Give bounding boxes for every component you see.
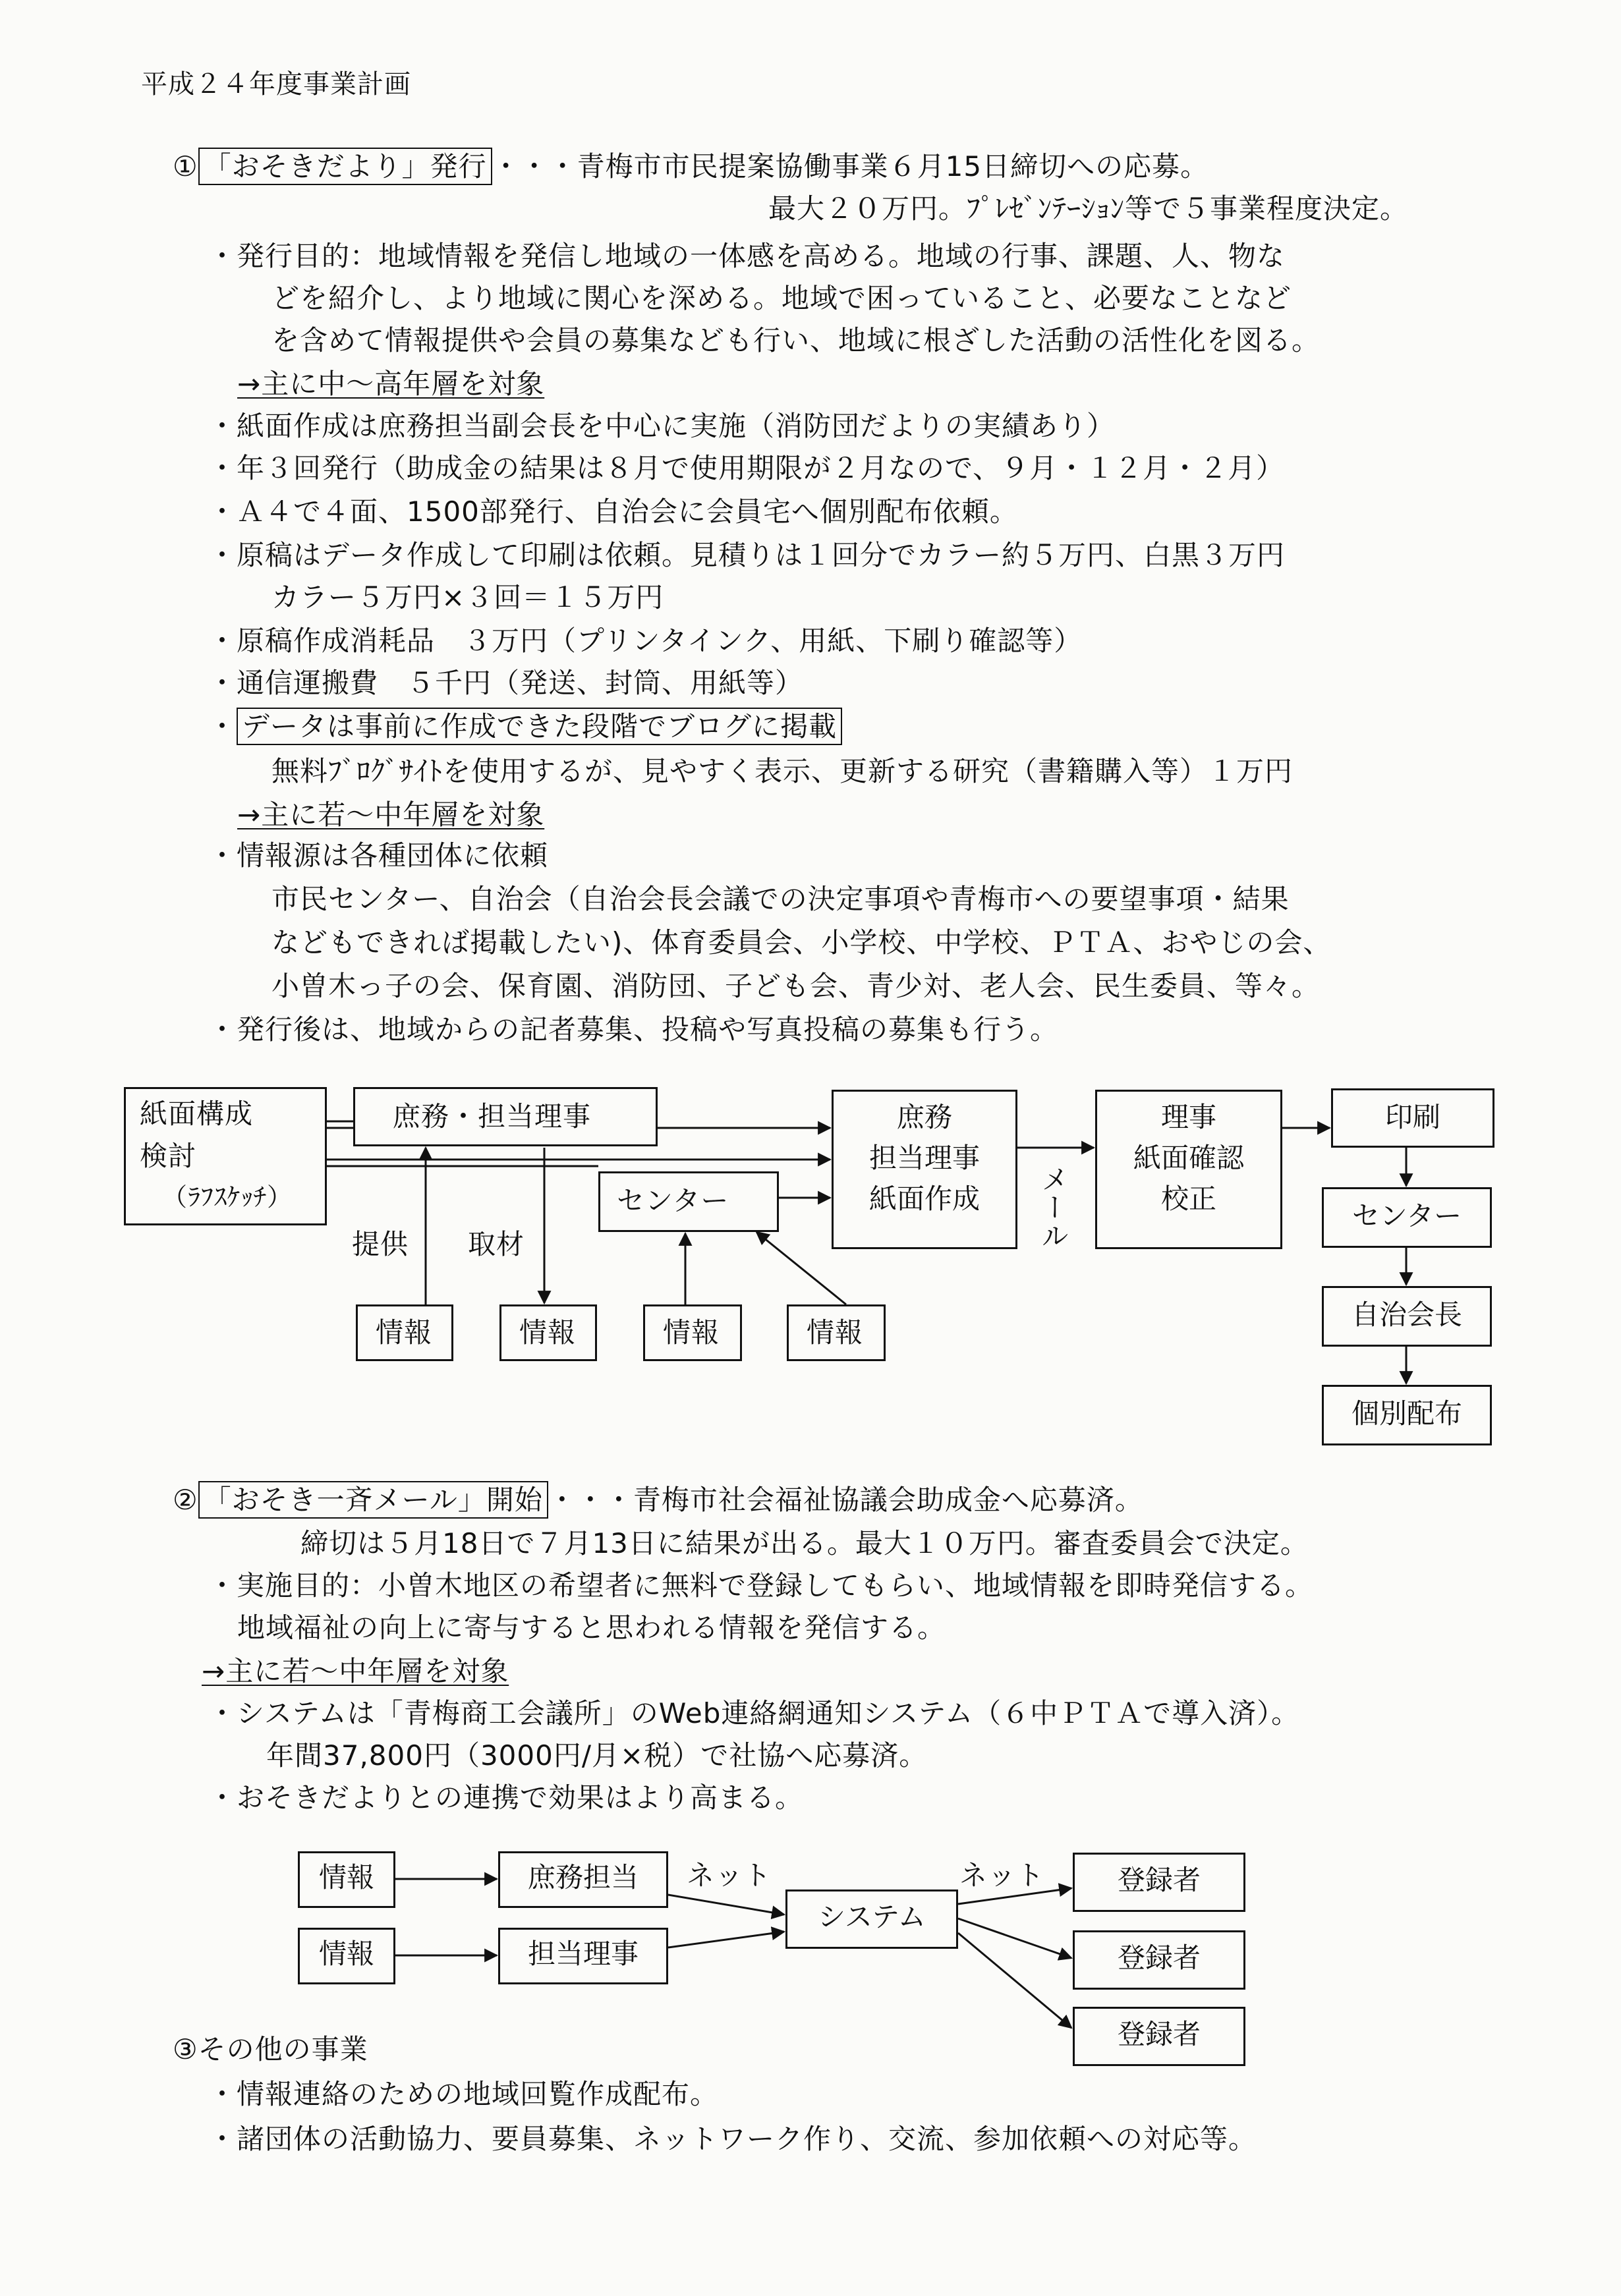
- flow1-mail-label: メール: [1037, 1165, 1070, 1250]
- flow2-shomu-label: 庶務担当: [527, 1861, 639, 1893]
- s2-purpose-line2: 地域福祉の向上に寄与すると思われる情報を発信する。: [237, 1611, 946, 1644]
- flow1-print-label: 印刷: [1384, 1101, 1440, 1133]
- s3-bullet-1: ・情報連絡のための地域回覧作成配布。: [208, 2078, 719, 2110]
- s2-bullet-1: ・システムは「青梅商工会議所」のWeb連絡網通知システム（６中ＰＴＡで導入済）。: [208, 1697, 1300, 1729]
- flow1-center-label: センター: [617, 1185, 729, 1217]
- flow2-user-label-3: 登録者: [1117, 2018, 1201, 2050]
- s1-bullet-1: ・紙面作成は庶務担当副会長を中心に実施（消防団だよりの実績あり）: [208, 410, 1116, 442]
- flow1-check-l2: 紙面確認: [1133, 1142, 1244, 1174]
- s1-bullet-3: ・Ａ４で４面、1500部発行、自治会に会員宅へ個別配布依頼。: [208, 495, 1018, 528]
- s1-bullet-7-boxed: データは事前に作成できた段階でブログに掲載: [237, 708, 842, 745]
- page-title: 平成２４年度事業計画: [141, 69, 411, 99]
- s1-bullet-4b: カラー５万円×３回＝１５万円: [271, 581, 664, 613]
- s1-target-2: →主に若～中年層を対象: [237, 798, 545, 831]
- section2-line2: 締切は５月18日で７月13日に結果が出る。最大１０万円。審査委員会で決定。: [300, 1527, 1309, 1559]
- flow1-provide-label: 提供: [352, 1228, 409, 1260]
- s3-bullet-2: ・諸団体の活動協力、要員募集、ネットワーク作り、交流、参加依頼への対応等。: [208, 2123, 1257, 2155]
- section1-number: ①: [173, 150, 198, 182]
- flow1-create-l1: 庶務: [896, 1101, 952, 1133]
- section3-heading: ③その他の事業: [173, 2033, 368, 2065]
- flow1-create-l2: 担当理事: [868, 1142, 980, 1174]
- flow1-plan-l1: 紙面構成: [140, 1098, 254, 1130]
- section2-number: ②: [173, 1484, 198, 1516]
- flow1-plan-l3: （ﾗﾌｽｹｯﾁ）: [162, 1183, 293, 1212]
- flow1-center2-label: センター: [1351, 1200, 1462, 1232]
- flow1-check-l1: 理事: [1160, 1101, 1216, 1133]
- s2-purpose-line1: ・実施目的：小曽木地区の希望者に無料で登録してもらい、地域情報を即時発信する。: [208, 1569, 1314, 1602]
- s1-bullet-5: ・原稿作成消耗品 ３万円（プリンタインク、用紙、下刷り確認等）: [208, 625, 1083, 657]
- s1-bullet-8a: 市民センター、自治会（自治会長会議での決定事項や青梅市への要望事項・結果: [271, 883, 1290, 915]
- flow1-collect-label: 取材: [468, 1228, 525, 1260]
- section1-heading-rest: ・・・青梅市市民提案協働事業６月15日締切への応募。: [492, 150, 1209, 182]
- flow2-user-label-2: 登録者: [1117, 1942, 1201, 1974]
- s1-purpose-line2: どを紹介し、より地域に関心を深める。地域で困っていること、必要なことなど: [271, 282, 1292, 314]
- flow2-system-label: システム: [818, 1901, 926, 1933]
- flow1-info-label-4: 情報: [807, 1316, 864, 1349]
- s1-bullet-7b: 無料ﾌﾞﾛｸﾞｻｲﾄを使用するが、見やすく表示、更新する研究（書籍購入等）１万円: [271, 755, 1294, 787]
- flow1-deliver-label: 個別配布: [1351, 1397, 1462, 1430]
- s1-bullet-8c: 小曽木っ子の会、保育園、消防団、子ども会、青少対、老人会、民生委員、等々。: [271, 970, 1321, 1002]
- section2-heading-rest: ・・・青梅市社会福祉協議会助成金へ応募済。: [548, 1484, 1143, 1516]
- section2-title-boxed: 「おそき一斉メール」開始: [198, 1481, 548, 1519]
- s1-bullet-4: ・原稿はデータ作成して印刷は依頼。見積りは１回分でカラー約５万円、白黒３万円: [208, 539, 1286, 571]
- flow2-net-label-2: ネット: [959, 1859, 1045, 1891]
- s1-purpose-line1: ・発行目的：地域情報を発信し地域の一体感を高める。地域の行事、課題、人、物な: [208, 240, 1286, 272]
- s1-bullet-6: ・通信運搬費 ５千円（発送、封筒、用紙等）: [208, 667, 804, 699]
- s1-bullet-9: ・発行後は、地域からの記者募集、投稿や写真投稿の募集も行う。: [208, 1013, 1059, 1046]
- flow2-user-label-1: 登録者: [1117, 1864, 1201, 1896]
- flow1-info-label-3: 情報: [663, 1316, 720, 1349]
- s1-bullet-7-dot: ・: [208, 710, 237, 742]
- s1-purpose-line3: を含めて情報提供や会員の募集なども行い、地域に根ざした活動の活性化を図る。: [271, 324, 1321, 356]
- flow1-shomu-label: 庶務・担当理事: [393, 1100, 592, 1133]
- flow2-info-label-2: 情報: [318, 1938, 374, 1970]
- flow1-info-label-1: 情報: [376, 1316, 433, 1349]
- section1-line2: 最大２０万円。ﾌﾟﾚｾﾞﾝﾃｰｼｮﾝ等で５事業程度決定。: [768, 192, 1409, 225]
- s1-bullet-8: ・情報源は各種団体に依頼: [208, 839, 549, 872]
- s1-target-1: →主に中～高年層を対象: [237, 368, 545, 400]
- section1-title-boxed: 「おそきだより」発行: [198, 148, 492, 185]
- flow1-info-label-2: 情報: [519, 1316, 577, 1349]
- flow1-check-l3: 校正: [1160, 1183, 1216, 1215]
- s2-bullet-2: ・おそきだよりとの連携で効果はより高まる。: [208, 1781, 804, 1814]
- s1-bullet-8b: などもできれば掲載したい)、体育委員会、小学校、中学校、ＰＴＡ、おやじの会、: [271, 926, 1332, 959]
- flow2-riji-label: 担当理事: [527, 1938, 639, 1970]
- flow2-net-label-1: ネット: [687, 1859, 772, 1891]
- flow1-create-l3: 紙面作成: [868, 1183, 980, 1215]
- flow1-plan-l2: 検討: [140, 1140, 197, 1172]
- flow1-chairman-label: 自治会長: [1351, 1299, 1462, 1331]
- flow2-info-label-1: 情報: [318, 1861, 374, 1893]
- s2-target: →主に若～中年層を対象: [202, 1655, 509, 1687]
- s1-bullet-2: ・年３回発行（助成金の結果は８月で使用期限が２月なので、９月・１２月・２月）: [208, 452, 1285, 484]
- s2-bullet-1b: 年間37,800円（3000円/月×税）で社協へ応募済。: [266, 1739, 928, 1772]
